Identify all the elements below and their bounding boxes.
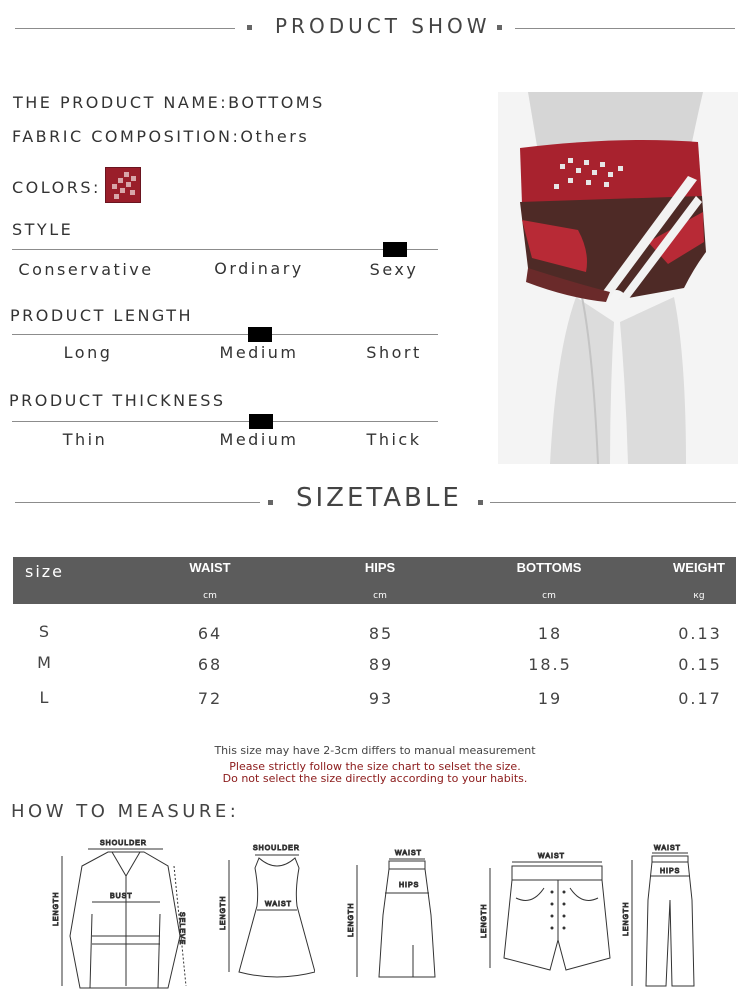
style-option-conservative: Conservative — [18, 260, 154, 279]
size-warning-2: Do not select the size directly according to your habits. — [222, 772, 528, 785]
bottoms-cell-l: 19 — [537, 689, 563, 708]
dress-waist-label: WAIST — [265, 901, 292, 908]
skirt-hips-label: HIPS — [399, 882, 420, 889]
length-title: PRODUCT LENGTH — [10, 306, 194, 325]
shorts-measure-diagram — [476, 848, 616, 978]
size-warning-1: Please strictly follow the size chart to selset the size. — [229, 760, 521, 773]
sizetable-title: SIZETABLE — [296, 483, 462, 513]
style-option-sexy: Sexy — [369, 260, 419, 279]
measurement-note: This size may have 2-3cm differs to manual measurement — [214, 744, 536, 757]
pants-measure-diagram — [622, 840, 712, 990]
style-marker[interactable] — [383, 242, 407, 257]
pants-length-label: LENGTH — [623, 901, 630, 936]
sizetable-rule-left — [15, 502, 260, 503]
jacket-sleeve-label: SELEVE — [178, 912, 185, 946]
dress-measure-diagram — [215, 840, 315, 985]
pants-hips-label: HIPS — [660, 868, 681, 875]
header-rule-right — [515, 28, 735, 29]
skirt-length-label: LENGTH — [348, 902, 355, 937]
dress-length-label: LENGTH — [220, 895, 227, 930]
bottoms-column-header: BOTTOMS — [516, 560, 582, 575]
sizetable-rule-right — [490, 502, 736, 503]
thickness-scale-line — [12, 421, 438, 422]
bottoms-cell-m: 18.5 — [528, 655, 572, 674]
thickness-option-thick: Thick — [366, 430, 422, 449]
weight-cell-s: 0.13 — [678, 624, 722, 643]
jacket-length-label: LENGTH — [53, 891, 60, 926]
header-dot-left — [247, 25, 252, 30]
waist-cell-s: 64 — [197, 624, 223, 643]
hips-column-header: HIPS — [364, 560, 396, 575]
thickness-marker[interactable] — [249, 414, 273, 429]
length-scale-line — [12, 334, 438, 335]
page-title: PRODUCT SHOW — [275, 14, 491, 38]
size-cell-m: M — [37, 653, 53, 672]
waist-cell-m: 68 — [197, 655, 223, 674]
pants-waist-label: WAIST — [654, 845, 681, 852]
sizetable-dot-right — [478, 500, 483, 505]
length-option-long: Long — [63, 343, 113, 362]
checker-pattern-icon — [106, 168, 140, 202]
hips-cell-m: 89 — [368, 655, 394, 674]
fabric-composition — [12, 127, 309, 146]
waist-column-unit: cm — [203, 591, 217, 601]
shorts-length-label: LENGTH — [481, 903, 488, 938]
skirt-waist-label: WAIST — [395, 850, 422, 857]
weight-cell-m: 0.15 — [678, 655, 722, 674]
hips-cell-s: 85 — [368, 624, 394, 643]
color-swatch[interactable] — [105, 167, 141, 203]
bottoms-column-unit: cm — [542, 591, 556, 601]
jacket-bust-label: BUST — [110, 893, 133, 900]
colors-label: COLORS: — [12, 178, 101, 197]
size-column-header: size — [25, 562, 65, 581]
sizetable-dot-left — [268, 500, 273, 505]
product-photo — [498, 92, 738, 464]
how-to-measure-title: HOW TO MEASURE: — [11, 801, 240, 822]
length-option-short: Short — [366, 343, 422, 362]
length-option-medium: Medium — [219, 343, 299, 362]
shorts-waist-label: WAIST — [538, 853, 565, 860]
thickness-option-thin: Thin — [62, 430, 108, 449]
size-cell-s: S — [38, 622, 52, 641]
style-scale-line — [12, 249, 438, 250]
product-name: THE PRODUCT NAME:BOTTOMS — [13, 93, 325, 112]
header-dot-right — [497, 25, 502, 30]
waist-cell-l: 72 — [197, 689, 223, 708]
length-marker[interactable] — [248, 327, 272, 342]
header-rule-left — [15, 28, 235, 29]
skirt-measure-diagram — [343, 845, 443, 985]
weight-cell-l: 0.17 — [678, 689, 722, 708]
thickness-option-medium: Medium — [219, 430, 299, 449]
weight-column-unit: кg — [693, 591, 705, 601]
hips-column-unit: cm — [373, 591, 387, 601]
style-option-ordinary: Ordinary — [214, 259, 304, 278]
thickness-title: PRODUCT THICKNESS — [9, 391, 226, 410]
weight-column-header: WEIGHT — [673, 560, 725, 575]
size-table-header — [13, 557, 736, 604]
fabric-label: FABRIC COMPOSITION: — [12, 127, 241, 146]
dress-shoulder-label: SHOULDER — [253, 845, 300, 852]
style-title: STYLE — [12, 220, 74, 239]
size-cell-l: L — [39, 688, 51, 707]
hips-cell-l: 93 — [368, 689, 394, 708]
jacket-measure-diagram — [48, 836, 200, 990]
jacket-shoulder-label: SHOULDER — [100, 840, 147, 847]
waist-column-header: WAIST — [189, 560, 231, 575]
bottoms-cell-s: 18 — [537, 624, 563, 643]
fabric-value: Others — [240, 127, 310, 146]
